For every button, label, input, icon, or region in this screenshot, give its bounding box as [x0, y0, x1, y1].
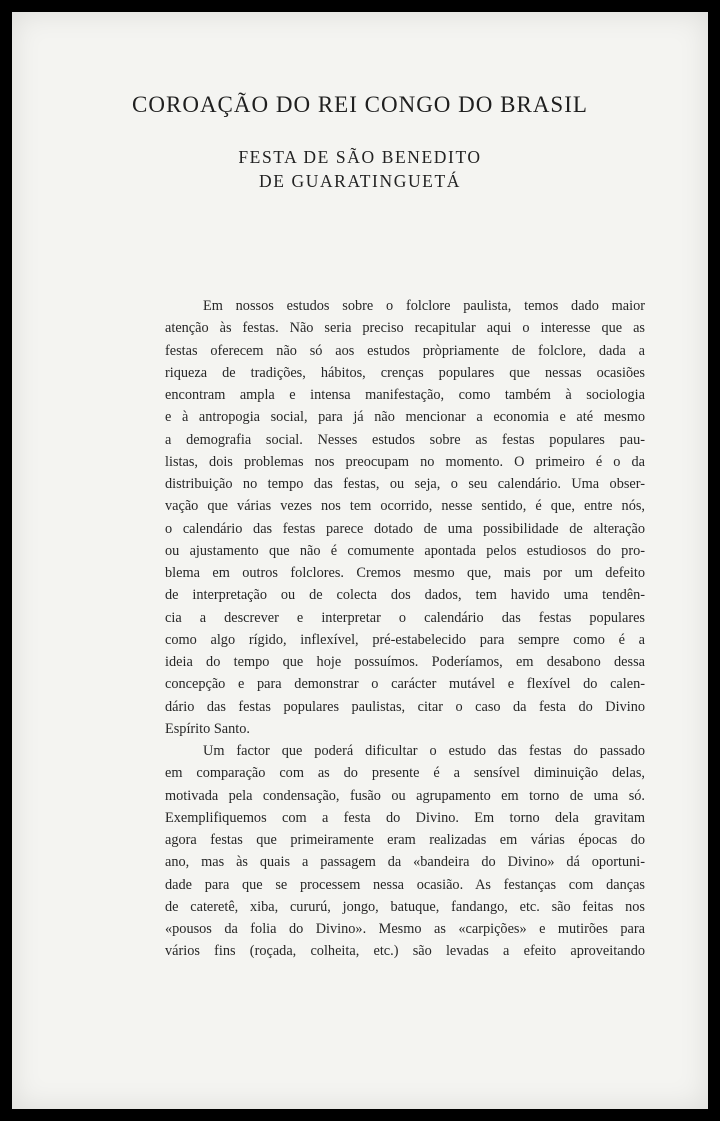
text-line: de interpretação ou de colecta dos dados, tem havido uma tendên-	[165, 587, 645, 604]
text-line: Um factor que poderá dificultar o estudo das festas do passado	[203, 743, 645, 759]
text-line: agora festas que primeiramente eram realizadas em várias épocas do	[165, 832, 645, 848]
text-line: e à antropogia social, para já não mencionar a economia e até mesmo	[165, 409, 645, 426]
text-line: listas, dois problemas nos preocupam no momento. O primeiro é o da	[165, 453, 645, 470]
text-line: a demografia social. Nesses estudos sobre as festas populares pau-	[165, 431, 645, 448]
text-line: Exemplifiquemos com a festa do Divino. Em torno dela gravitam	[165, 809, 645, 826]
text-line: o calendário das festas parece dotado de uma possibilidade de alteração	[165, 520, 645, 537]
text-line: de cateretê, xiba, cururú, jongo, batuque, fandango, etc. são feitas nos	[165, 898, 645, 915]
text-line: dário das festas populares paulistas, citar o caso da festa do Divino	[165, 698, 645, 715]
body-text	[165, 295, 645, 963]
text-line: Espírito Santo.	[165, 720, 250, 737]
text-line: encontram ampla e intensa manifestação, como também à sociologia	[165, 387, 645, 403]
text-line: blema em outros folclores. Cremos mesmo que, mais por um defeito	[165, 565, 645, 581]
text-line: ou ajustamento que não é comumente apontada pelos estudiosos do pro-	[165, 542, 645, 559]
text-line: concepção e para demonstrar o carácter mutável e flexível do calen-	[165, 676, 645, 693]
text-line: Em nossos estudos sobre o folclore paulista, temos dado maior	[203, 298, 645, 314]
text-line: ano, mas às quais a passagem da «bandeira do Divino» dá oportuni-	[165, 854, 645, 871]
text-line: vários fins (roçada, colheita, etc.) são levadas a efeito aproveitando	[165, 943, 645, 960]
subtitle-line-2: DE GUARATINGUETÁ	[258, 171, 462, 191]
text-line: festas oferecem não só aos estudos pròpriamente de folclore, dada a	[165, 342, 645, 359]
text-line: distribuição no tempo das festas, ou seja, o seu calendário. Uma obser-	[165, 476, 645, 492]
text-line: ideia do tempo que hoje possuímos. Poderíamos, em desabono dessa	[165, 654, 645, 670]
subtitle-line-1: FESTA DE SÃO BENEDITO	[238, 147, 482, 167]
text-line: motivada pela condensação, fusão ou agrupamento em torno de uma só.	[165, 787, 645, 804]
text-line: em comparação com as do presente é a sensível diminuição delas,	[165, 765, 645, 782]
text-line: atenção às festas. Não seria preciso recapitular aqui o interesse que as	[165, 320, 645, 337]
text-line: «pousos da folia do Divino». Mesmo as «carpições» e mutirões para	[165, 921, 645, 937]
article-title: COROAÇÃO DO REI CONGO DO BRASIL	[132, 92, 588, 117]
text-line: cia a descrever e interpretar o calendário das festas populares	[165, 609, 645, 626]
text-line: vação que várias vezes nos tem ocorrido, nesse sentido, é que, entre nós,	[165, 498, 645, 515]
text-line: riqueza de tradições, hábitos, crenças populares que nessas ocasiões	[165, 364, 645, 381]
text-line: como algo rígido, inflexível, pré-estabelecido para sempre como é a	[165, 631, 645, 648]
text-line: dade para que se processem nessa ocasião. As festanças com danças	[165, 876, 645, 893]
